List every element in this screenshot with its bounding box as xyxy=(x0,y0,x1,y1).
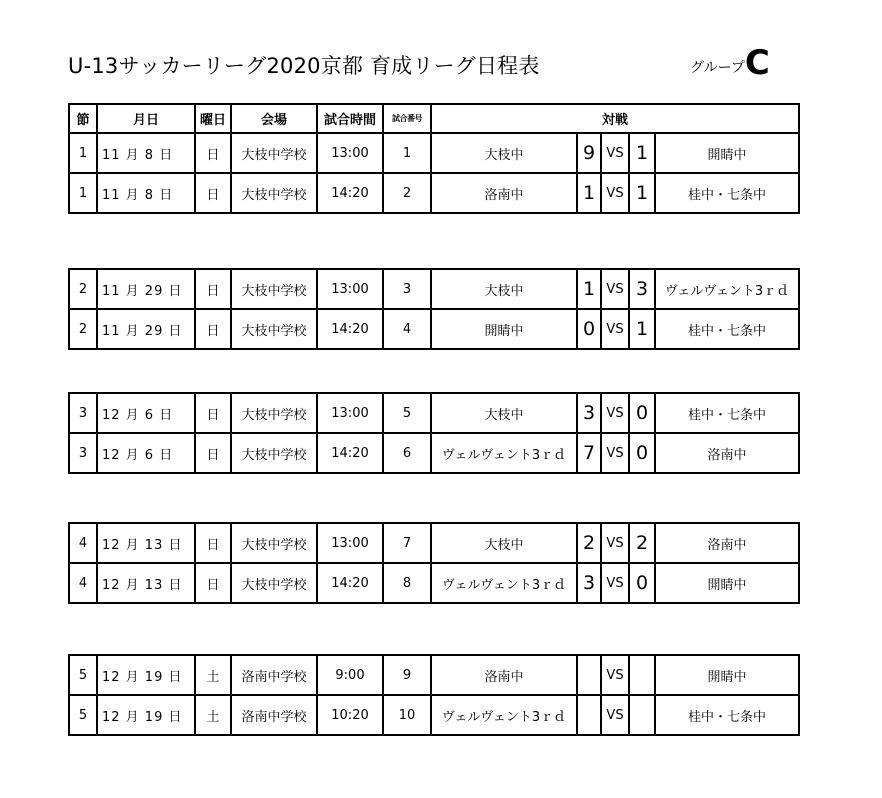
away-team-cell: 桂中・七条中 xyxy=(655,695,799,735)
match-number-cell: 8 xyxy=(383,563,431,603)
time-cell: 10:20 xyxy=(317,695,383,735)
away-team-cell: 開睛中 xyxy=(655,563,799,603)
match-number-cell: 9 xyxy=(383,655,431,695)
home-team-cell: 洛南中 xyxy=(431,655,577,695)
away-score-cell: 0 xyxy=(629,563,655,603)
venue-cell: 洛南中学校 xyxy=(231,655,317,695)
date-cell: 12 月 19 日 xyxy=(97,655,195,695)
away-team-cell: ヴェルヴェント3ｒｄ xyxy=(655,269,799,309)
away-team-cell: 洛南中 xyxy=(655,433,799,473)
vs-cell: VS xyxy=(601,523,629,563)
venue-cell: 大枝中学校 xyxy=(231,433,317,473)
match-number-cell: 4 xyxy=(383,309,431,349)
time-cell: 14:20 xyxy=(317,309,383,349)
vs-cell: VS xyxy=(601,133,629,173)
day-cell: 日 xyxy=(195,133,231,173)
round-cell: 4 xyxy=(69,523,97,563)
away-score-cell: 0 xyxy=(629,433,655,473)
time-cell: 13:00 xyxy=(317,393,383,433)
header-date: 月日 xyxy=(97,104,195,133)
day-cell: 日 xyxy=(195,393,231,433)
header-matchup: 対戦 xyxy=(431,104,799,133)
venue-cell: 大枝中学校 xyxy=(231,309,317,349)
vs-cell: VS xyxy=(601,173,629,213)
match-number-cell: 6 xyxy=(383,433,431,473)
match-row xyxy=(69,563,799,603)
match-row xyxy=(69,173,799,213)
date-cell: 11 月 8 日 xyxy=(97,173,195,213)
match-number-cell: 5 xyxy=(383,393,431,433)
vs-cell: VS xyxy=(601,563,629,603)
time-cell: 13:00 xyxy=(317,269,383,309)
venue-cell: 大枝中学校 xyxy=(231,523,317,563)
vs-cell: VS xyxy=(601,433,629,473)
header-match-number: 試合番号 xyxy=(383,104,431,133)
match-number-cell: 1 xyxy=(383,133,431,173)
date-cell: 12 月 6 日 xyxy=(97,433,195,473)
day-cell: 土 xyxy=(195,655,231,695)
match-row xyxy=(69,393,799,433)
page-title: U-13サッカーリーグ2020京都 育成リーグ日程表 xyxy=(68,54,540,78)
home-score-cell: 7 xyxy=(577,433,601,473)
home-score-cell: 3 xyxy=(577,563,601,603)
away-score-cell: 3 xyxy=(629,269,655,309)
away-team-cell: 桂中・七条中 xyxy=(655,309,799,349)
day-cell: 日 xyxy=(195,309,231,349)
home-team-cell: ヴェルヴェント3ｒｄ xyxy=(431,433,577,473)
vs-cell: VS xyxy=(601,269,629,309)
time-cell: 13:00 xyxy=(317,133,383,173)
vs-cell: VS xyxy=(601,655,629,695)
match-number-cell: 7 xyxy=(383,523,431,563)
header-round: 節 xyxy=(69,104,97,133)
away-score-cell xyxy=(629,655,655,695)
round-cell: 5 xyxy=(69,695,97,735)
home-team-cell: ヴェルヴェント3ｒｄ xyxy=(431,563,577,603)
vs-cell: VS xyxy=(601,393,629,433)
match-row xyxy=(69,269,799,309)
date-cell: 11 月 29 日 xyxy=(97,309,195,349)
home-team-cell: 大枝中 xyxy=(431,523,577,563)
home-score-cell: 1 xyxy=(577,269,601,309)
venue-cell: 大枝中学校 xyxy=(231,393,317,433)
venue-cell: 大枝中学校 xyxy=(231,133,317,173)
round-cell: 1 xyxy=(69,173,97,213)
day-cell: 日 xyxy=(195,563,231,603)
day-cell: 日 xyxy=(195,269,231,309)
round-cell: 3 xyxy=(69,393,97,433)
home-team-cell: 大枝中 xyxy=(431,269,577,309)
venue-cell: 洛南中学校 xyxy=(231,695,317,735)
match-row xyxy=(69,695,799,735)
home-team-cell: 洛南中 xyxy=(431,173,577,213)
group-letter: C xyxy=(744,43,770,83)
round-cell: 5 xyxy=(69,655,97,695)
match-number-cell: 3 xyxy=(383,269,431,309)
away-score-cell xyxy=(629,695,655,735)
match-row xyxy=(69,655,799,695)
round-cell: 2 xyxy=(69,269,97,309)
day-cell: 土 xyxy=(195,695,231,735)
venue-cell: 大枝中学校 xyxy=(231,563,317,603)
home-team-cell: 開睛中 xyxy=(431,309,577,349)
date-cell: 12 月 6 日 xyxy=(97,393,195,433)
home-score-cell: 3 xyxy=(577,393,601,433)
match-row xyxy=(69,523,799,563)
date-cell: 12 月 13 日 xyxy=(97,523,195,563)
group-label-text: グループ xyxy=(690,60,745,76)
time-cell: 14:20 xyxy=(317,433,383,473)
home-team-cell: 大枝中 xyxy=(431,133,577,173)
home-team-cell: 大枝中 xyxy=(431,393,577,433)
schedule-table-header xyxy=(68,103,800,214)
round-cell: 4 xyxy=(69,563,97,603)
home-score-cell: 2 xyxy=(577,523,601,563)
header-time: 試合時間 xyxy=(317,104,383,133)
match-row xyxy=(69,433,799,473)
match-number-cell: 10 xyxy=(383,695,431,735)
schedule-block xyxy=(68,268,800,350)
time-cell: 14:20 xyxy=(317,173,383,213)
away-score-cell: 2 xyxy=(629,523,655,563)
round-cell: 1 xyxy=(69,133,97,173)
away-team-cell: 開睛中 xyxy=(655,655,799,695)
time-cell: 13:00 xyxy=(317,523,383,563)
round-cell: 2 xyxy=(69,309,97,349)
home-score-cell xyxy=(577,695,601,735)
venue-cell: 大枝中学校 xyxy=(231,269,317,309)
header-row xyxy=(69,104,799,133)
schedule-block xyxy=(68,522,800,604)
day-cell: 日 xyxy=(195,173,231,213)
header-venue: 会場 xyxy=(231,104,317,133)
group-label xyxy=(690,43,770,83)
away-score-cell: 1 xyxy=(629,133,655,173)
home-score-cell: 1 xyxy=(577,173,601,213)
vs-cell: VS xyxy=(601,695,629,735)
away-score-cell: 1 xyxy=(629,309,655,349)
away-team-cell: 桂中・七条中 xyxy=(655,173,799,213)
away-team-cell: 開睛中 xyxy=(655,133,799,173)
date-cell: 12 月 13 日 xyxy=(97,563,195,603)
day-cell: 日 xyxy=(195,523,231,563)
match-number-cell: 2 xyxy=(383,173,431,213)
home-score-cell xyxy=(577,655,601,695)
time-cell: 14:20 xyxy=(317,563,383,603)
time-cell: 9:00 xyxy=(317,655,383,695)
date-cell: 11 月 29 日 xyxy=(97,269,195,309)
home-team-cell: ヴェルヴェント3ｒｄ xyxy=(431,695,577,735)
away-score-cell: 1 xyxy=(629,173,655,213)
schedule-block xyxy=(68,392,800,474)
match-row xyxy=(69,309,799,349)
schedule-block xyxy=(68,654,800,736)
date-cell: 11 月 8 日 xyxy=(97,133,195,173)
away-team-cell: 洛南中 xyxy=(655,523,799,563)
header-day: 曜日 xyxy=(195,104,231,133)
vs-cell: VS xyxy=(601,309,629,349)
home-score-cell: 9 xyxy=(577,133,601,173)
away-team-cell: 桂中・七条中 xyxy=(655,393,799,433)
day-cell: 日 xyxy=(195,433,231,473)
away-score-cell: 0 xyxy=(629,393,655,433)
venue-cell: 大枝中学校 xyxy=(231,173,317,213)
home-score-cell: 0 xyxy=(577,309,601,349)
date-cell: 12 月 19 日 xyxy=(97,695,195,735)
round-cell: 3 xyxy=(69,433,97,473)
match-row xyxy=(69,133,799,173)
